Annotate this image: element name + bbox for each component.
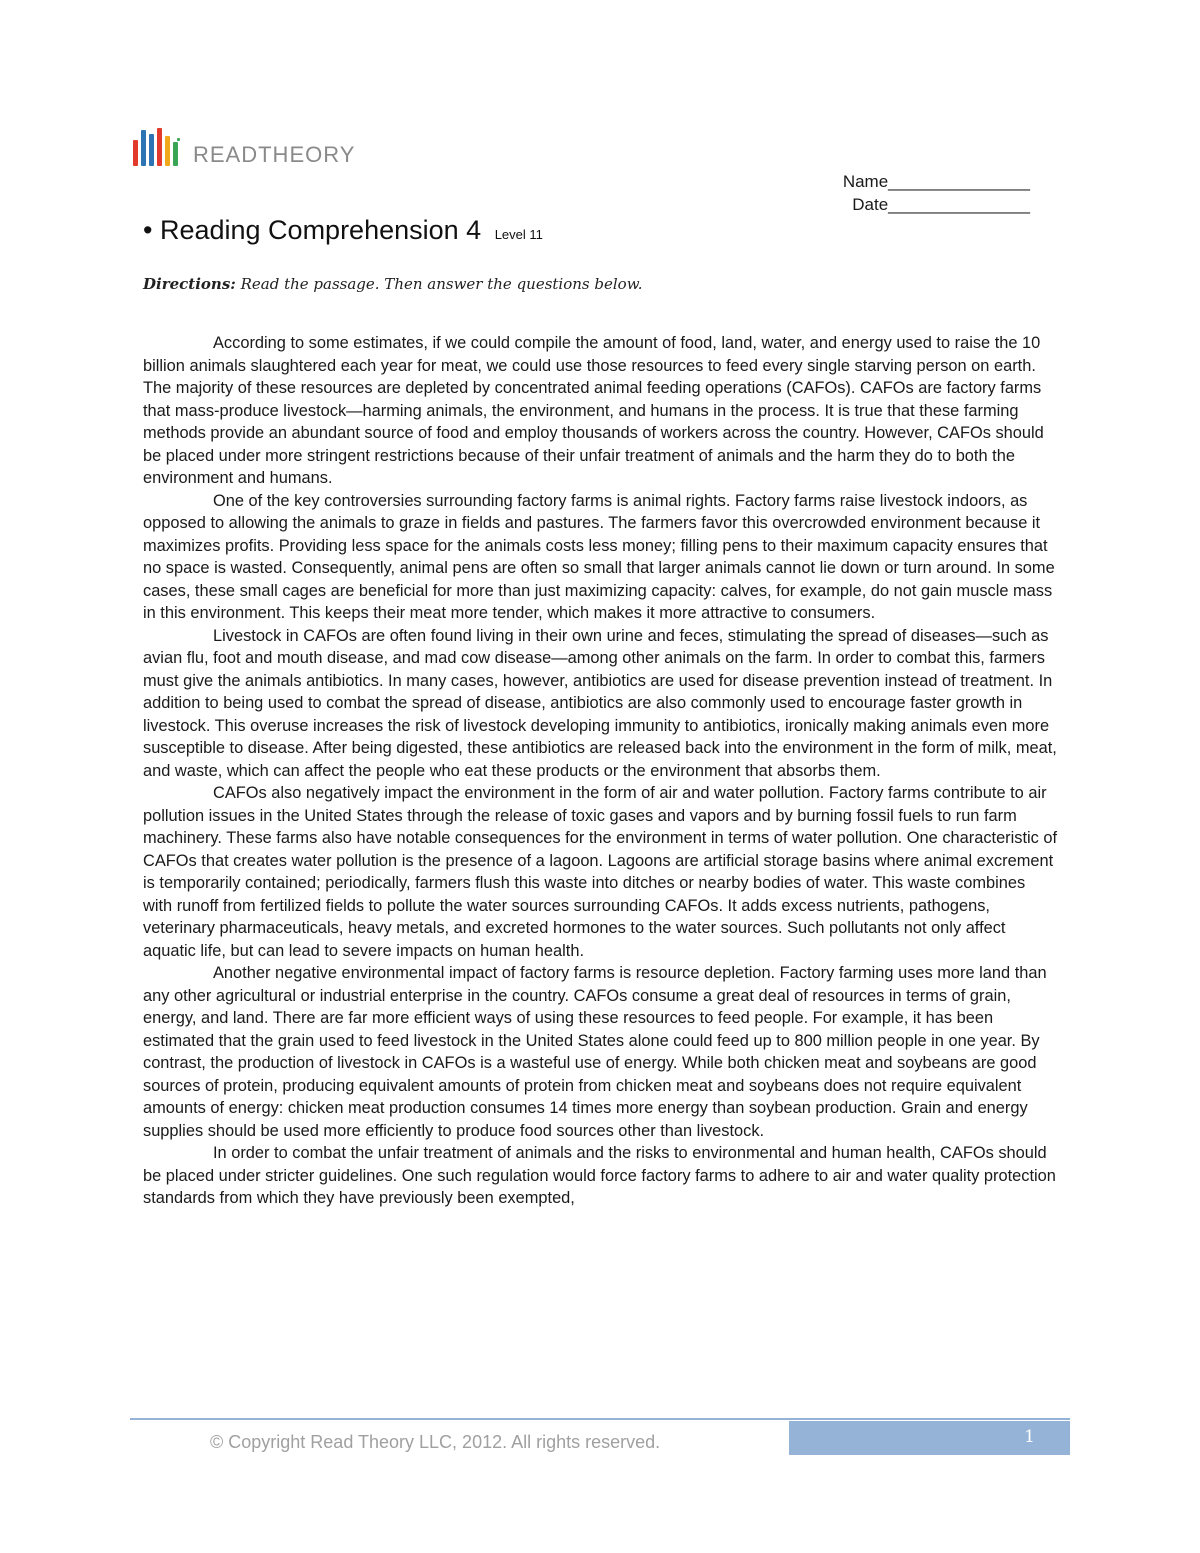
title-level: Level 11 (494, 227, 543, 242)
logo-bar (173, 142, 178, 166)
logo-bar (177, 138, 180, 141)
page-number-box (789, 1421, 1070, 1455)
directions-label: Directions: (143, 275, 236, 293)
date-field[interactable]: Date_______________ (852, 195, 1030, 214)
footer-copyright: © Copyright Read Theory LLC, 2012. All rights reserved. (210, 1432, 661, 1452)
logo-bar (141, 130, 146, 166)
logo-bars-icon (131, 126, 183, 172)
logo-bar (149, 134, 154, 166)
name-date-block (843, 170, 1030, 216)
brand-name: READTHEORY (193, 142, 356, 167)
name-field[interactable]: Name_______________ (842, 172, 1030, 191)
logo-bar (133, 140, 138, 166)
footer-divider (130, 1418, 1070, 1420)
page-number: 1 (1024, 1427, 1035, 1447)
passage-paragraph: Another negative environmental impact of factory farms is resource depletion. Factory farming uses more land than any other agricultural or industrial enterprise in the country. CAFOs consume a great deal of resources in terms of grain, energy, and land. There are far more efficient ways of using these resources to feed people. For example, it has been estimated that the grain used to feed livestock in the United States alone could feed up to 800 million people in one year. By contrast, the production of livestock in CAFOs is a wasteful use of energy. While both chicken meat and soybeans are good sources of protein, producing equivalent amounts of protein from chicken meat and soybeans does not require equivalent amounts of energy: chicken meat production consumes 14 times more energy than soybean production. Grain and energy supplies should be used more efficiently to produce food sources other than livestock. (143, 964, 1047, 1140)
passage-paragraph: CAFOs also negatively impact the environment in the form of air and water pollution. Factory farms contribute to air pollution issues in the United States through the release of toxic gases and vapors and by burning fossil fuels to run farm machinery. These farms also have notable consequences for the environment in terms of water pollution. One characteristic of CAFOs that creates water pollution is the presence of a lagoon. Lagoons are artificial storage basins where animal excrement is temporarily contained; periodically, farmers flush this waste into ditches or nearby bodies of water. This waste combines with runoff from fertilized fields to pollute the water sources surrounding CAFOs. It adds excess nutrients, pathogens, veterinary pharmaceuticals, heavy metals, and excreted hormones to the water sources. Such pollutants not only affect aquatic life, but can lead to severe impacts on human health. (143, 784, 1058, 960)
logo-bar (157, 128, 162, 166)
passage-paragraph: One of the key controversies surrounding factory farms is animal rights. Factory farms raise livestock indoors, as opposed to allowing the animals to graze in fields and pastures. The farmers favor this overcrowded environment because it maximizes profits. Providing less space for the animals costs less money; filling pens to their maximum capacity ensures that no space is wasted. Consequently, animal pens are often so small that larger animals cannot lie down or turn around. In some cases, these small cages are beneficial for more than just maximizing capacity: calves, for example, do not gain muscle mass in this environment. This keeps their meat more tender, which makes it more attractive to consumers. (143, 491, 1055, 622)
passage-paragraph: Livestock in CAFOs are often found living in their own urine and feces, stimulating the spread of diseases—such as avian flu, foot and mouth disease, and mad cow disease—among other animals on the farm. In order to combat this, farmers must give the animals antibiotics. In many cases, however, antibiotics are used for disease prevention instead of treatment. In addition to being used to combat the spread of disease, antibiotics are also commonly used to encourage faster growth in livestock. This overuse increases the risk of livestock developing immunity to antibiotics, ironically making animals even more susceptible to disease. After being digested, these antibiotics are released back into the environment in the form of milk, meat, and waste, which can affect the people who eat these products or the environment that absorbs them. (143, 626, 1057, 780)
directions-text: Read the passage. Then answer the questions below. (240, 275, 643, 293)
directions (143, 275, 643, 293)
title-text: Reading Comprehension 4 (159, 215, 482, 245)
page-title (143, 215, 543, 246)
passage (143, 332, 1058, 1210)
logo-bar (165, 136, 170, 166)
readtheory-logo (131, 126, 355, 172)
passage-paragraph: In order to combat the unfair treatment of animals and the risks to environmental and human health, CAFOs should be placed under stricter guidelines. One such regulation would force factory farms to adhere to air and water quality protection standards from which they have previously been exempted, (143, 1144, 1056, 1207)
passage-paragraph: According to some estimates, if we could compile the amount of food, land, water, and energy used to raise the 10 billion animals slaughtered each year for meat, we could use those resources to feed every single starving person on earth. The majority of these resources are depleted by concentrated animal feeding operations (CAFOs). CAFOs are factory farms that mass-produce livestock—harming animals, the environment, and humans in the process. It is true that these farming methods provide an abundant source of food and employ thousands of workers across the country. However, CAFOs should be placed under more stringent restrictions because of their unfair treatment of animals and the harm they do to both the environment and humans. (143, 334, 1044, 487)
title-bullet: • (143, 215, 153, 245)
